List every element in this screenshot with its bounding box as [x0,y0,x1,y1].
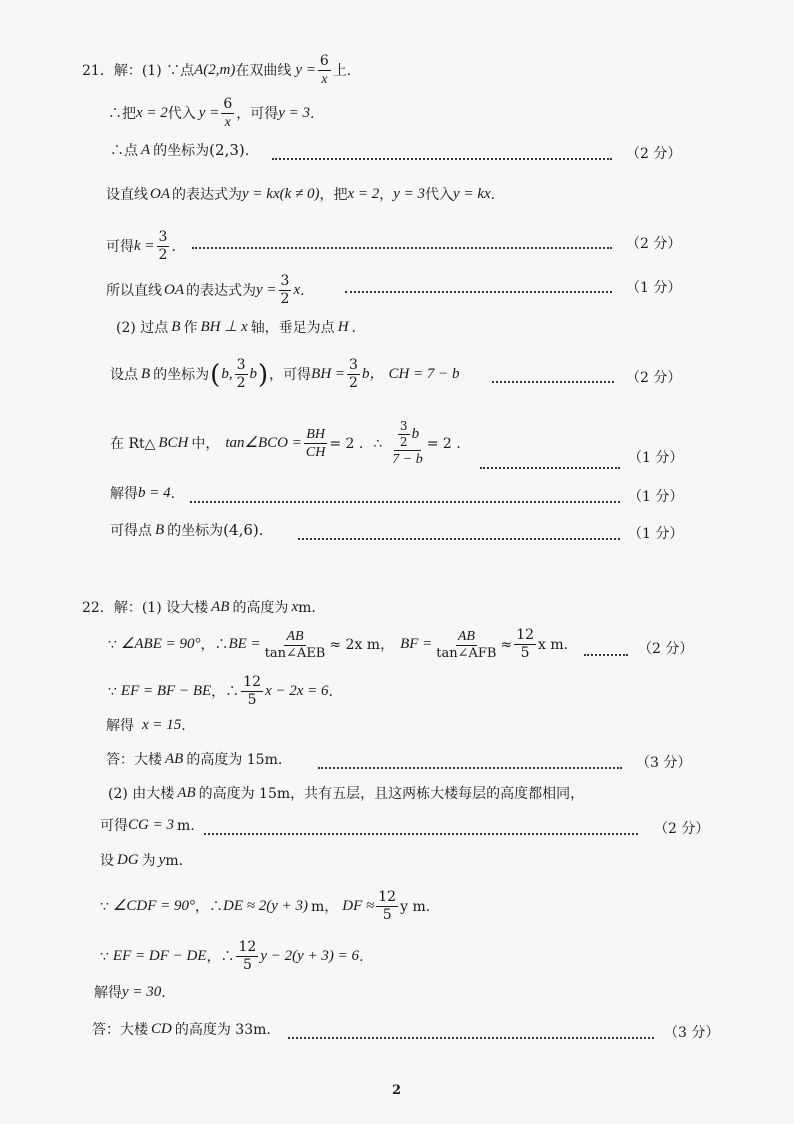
q22-line-10 [100,940,363,974]
fraction-ab-over-tan-aeb: $\frac{AB}{\text{tan∠AEB}}$ [264,628,326,661]
score-label: （1 分） [628,526,684,542]
q22-l7-text: 可得 [100,817,128,834]
q21-l2-y: y = 3 [278,105,311,122]
q21-l9-bch: BCH [158,435,189,452]
score-label: （2 分） [626,370,682,386]
point-a-expr: A(2,m) [194,62,236,79]
leader-dots [318,753,622,769]
q22-l10-therefore: ，∴ [206,948,235,965]
q21-l10-text: 解得 [110,485,138,502]
q22-l8-unit: m. [165,852,184,869]
page-number: 2 [392,1083,402,1098]
q21-l11-text: 可得点 [110,522,152,539]
q21-l7-text2: 作 [183,319,198,336]
q21-l2-text: ∴把 [108,105,136,122]
q21-l9-tan: tan∠BCO = [225,435,302,452]
q22-l12-cd: CD [151,1021,172,1037]
fraction-12-over-5: $\frac{12}{5}$ [516,627,535,662]
fraction-3-over-2-inner: $\frac{3}{2}$ [399,419,408,450]
q21-l7-b: B [171,319,181,335]
q21-l10-end: . [170,485,176,502]
q22-l1-unit: m. [298,599,316,616]
q22-l7-cg: CG = 3 [128,817,174,833]
q21-l1-eq: y = [295,62,316,79]
q22-l2-angle: ∠ABE = 90° [120,636,201,653]
q21-l8-text3: ，可得 [269,366,312,383]
q21-l4-text: 设直线 [106,186,148,203]
q22-l2-xm: x m. [538,636,569,653]
because-symbol: ∵ [100,948,109,965]
q21-l2-end: . [310,105,315,122]
q21-l2-eq: y = [198,105,220,122]
q22-l10-end: . [358,948,364,965]
q21-l6-x: x [293,282,301,299]
leader-dots [345,277,612,293]
q22-l11-y30: y = 30 [122,984,162,1000]
q22-l6-text2: 的高度为 15m，共有五层，且这两栋大楼每层的高度都相同， [198,785,585,802]
q22-l3-therefore: ，∴ [211,683,240,700]
q22-line-11 [94,985,166,1000]
compound-fraction: $\frac{3}{2}$ b 7 − b [392,419,423,468]
q21-l3-text2: 的坐标为 [153,142,210,159]
q21-line-3 [110,143,249,158]
leader-dots [480,453,620,469]
q21-l5-k: k = [134,238,155,255]
q21-l2-x: x = 2 [136,105,168,122]
q22-l7-unit: m. [176,817,195,834]
q21-l6-text2: 的表达式为 [186,282,256,299]
therefore-symbol: ∴ [373,435,383,452]
coord-2-3: (2,3) [209,141,245,159]
q22-line-4 [106,718,186,733]
q21-l4-end: . [490,186,496,203]
q22-l9-df: DF ≈ [342,898,375,915]
q22-l1-text2: 的高度为 [232,599,289,616]
q21-l1-end: 上. [332,62,352,79]
q21-l11-end: . [258,522,264,539]
q22-l10-eq: y − 2(y + 3) = 6 [260,948,359,965]
q22-l1-text: 解：(1) 设大楼 [113,599,209,616]
q22-line-5 [106,752,282,767]
leader-dots [288,1023,654,1039]
q21-l8-bcoord: b, [221,366,233,383]
q21-l8-text: 设点 [110,366,138,383]
q21-l6-text: 所以直线 [106,282,162,299]
leader-dots [298,524,620,540]
q22-l6-text: (2) 由大楼 [108,785,175,802]
because-symbol: ∵ [108,636,117,653]
q21-line-9 [110,420,461,468]
q21-line-1 [82,54,351,88]
q22-line-12 [92,1022,271,1037]
q22-l2-therefore: ，∴ [200,636,229,653]
q22-l2-approx: ≈ 2x m， [329,636,395,653]
q22-line-8 [100,853,183,868]
q21-l4-text2: 的表达式为 [172,186,242,203]
q22-l4-x15: x = 15 [142,717,182,733]
q21-line-5 [106,230,176,264]
score-label: （2 分） [626,146,682,162]
score-label: （1 分） [628,489,684,505]
score-label: （3 分） [664,1025,720,1041]
q21-line-4 [106,187,495,202]
q21-l11-text2: 的坐标为 [167,522,224,539]
q21-l9-eq3: = 2 . [426,435,461,452]
q22-l8-dg: DG [117,852,139,868]
q22-l6-ab: AB [177,785,196,801]
q22-l3-end: . [328,683,333,700]
q21-l3-text: ∴点 [110,142,138,159]
q21-l11-b: B [155,522,165,538]
q22-l12-text2: 的高度为 33m. [174,1021,271,1038]
q21-line-8 [110,358,460,392]
q21-l4-expr: y = kx(k ≠ 0) [242,186,320,202]
q21-l8-ch: CH = 7 − b [388,366,460,383]
q21-l4-comma: ， [379,186,394,203]
because-symbol: ∵ [108,683,117,700]
q22-l2-bf: BF = [400,636,433,653]
because-symbol: ∵ [100,898,109,915]
q21-line-2 [108,97,314,131]
q22-l1-x: x [291,599,299,615]
q21-l4-text4: 代入 [425,186,454,203]
fraction-3-over-2: $\frac{3}{2}$ [280,273,290,308]
leader-dots [204,819,638,835]
q21-l7-perp: BH ⊥ x [200,319,248,335]
fraction-bh-over-ch: $\frac{BH}{CH}$ [305,426,326,461]
q21-l6-eq: y = [256,282,277,299]
q22-l5-text2: 的高度为 15m. [186,751,283,768]
q21-line-7 [116,320,356,335]
q22-l9-therefore: ，∴ [195,898,223,915]
fraction-3-over-2: $\frac{3}{2}$ [236,357,246,392]
q22-l11-text: 解得 [94,984,122,1001]
q21-l9-text: 在 Rt△ [110,435,156,452]
q22-l1-ab: AB [211,599,230,615]
q21-l5-text: 可得 [106,238,134,255]
q21-l4-oa: OA [150,186,170,202]
q22-l9-de: DE ≈ 2(y + 3) [223,898,308,915]
q22-l8-text: 设 [100,852,114,869]
q21-l4-text3: ，把 [319,186,348,203]
score-label: （3 分） [636,755,692,771]
leader-dots [192,233,612,249]
q22-line-6 [108,786,584,801]
leader-dots [190,487,620,503]
fraction-12-over-5: $\frac{12}{5}$ [243,674,261,709]
approx-symbol: ≈ [500,636,513,653]
leader-dots [584,640,628,656]
q22-l5-text: 答：大楼 [106,751,162,768]
q22-l4-text: 解得 [106,717,134,734]
q21-l4-y: y = 3 [393,186,426,202]
q22-line-2 [108,628,568,662]
q22-l8-text2: 为 [141,852,156,869]
fraction-ab-over-tan-afb: $\frac{AB}{\text{tan∠AFB}}$ [436,628,497,661]
q21-l10-b4: b = 4 [138,485,171,501]
q22-line-9 [100,890,430,924]
q21-l4-x: x = 2 [347,186,380,202]
score-label: （1 分） [626,280,682,296]
q21-l3-a: A [141,142,151,158]
q21-l7-end: . [351,319,356,336]
q21-l7-h: H [337,319,349,335]
q22-l4-end: . [181,717,186,734]
q22-l3-eq: x − 2x = 6 [264,683,329,700]
score-label: （1 分） [628,450,684,466]
q22-l12-text: 答：大楼 [92,1021,148,1038]
leader-dots [272,144,612,160]
q22-l2-be: BE = [228,636,261,653]
q21-l9-text2: 中， [191,435,220,452]
q21-l1-text: 解：(1) ∵点 [113,62,195,79]
q22-line-1 [82,600,316,615]
right-paren: ) [258,359,269,390]
q22-l3-ef: EF = BF − BE [120,683,212,700]
q21-l8-bh: BH = [311,366,346,383]
q21-line-10 [110,486,175,501]
q22-l5-ab: AB [165,751,184,767]
q21-l4-ykx: y = kx [453,186,491,202]
q21-l6-oa: OA [164,282,184,299]
q22-line-3 [108,675,333,709]
fraction-6-over-x-2: $\frac{6}{x}$ [223,96,233,131]
q21-l8-b2: b [249,366,257,383]
fraction-3-over-2: $\frac{3}{2}$ [349,357,358,392]
q21-l7-text: (2) 过点 [116,319,169,336]
q22-l8-y: y [158,852,166,868]
q22-l9-ym: y m. [400,898,431,915]
q21-l2-text2: 代入 [167,105,196,122]
q21-l9-eq2: = 2 . [329,435,364,452]
q21-line-11 [110,523,263,538]
q21-l1-text2: 在双曲线 [235,62,292,79]
q21-l7-text3: 轴，垂足为点 [250,319,335,336]
q22-l9-angle: ∠CDF = 90° [112,898,195,915]
score-label: （2 分） [654,821,710,837]
q21-l8-b: B [141,366,151,383]
score-label: （2 分） [626,236,682,252]
fraction-6-over-x: $\frac{6}{x}$ [319,53,329,88]
fraction-12-over-5: $\frac{12}{5}$ [238,939,257,974]
fraction-3-over-2: $\frac{3}{2}$ [158,229,168,264]
q21-l5-end: . [171,238,176,255]
q22-l10-ef: EF = DF − DE [112,948,207,965]
q22-number: 22． [82,599,114,616]
q21-l6-end: . [300,282,305,299]
q21-l3-end: . [244,142,250,159]
q22-l11-end: . [161,984,166,1001]
q21-line-6 [106,274,305,308]
score-label: （2 分） [638,641,694,657]
q21-number: 21． [82,62,114,79]
left-paren: ( [210,359,221,390]
fraction-12-over-5: $\frac{12}{5}$ [378,889,397,924]
q21-l8-b3: b， [361,366,385,383]
q22-l9-unit: m， [311,898,339,915]
q21-l2-text3: ，可得 [236,105,279,122]
q22-line-7 [100,818,195,833]
compound-b: b [411,426,420,443]
leader-dots [492,367,614,383]
coord-4-6: (4,6) [223,521,259,539]
q21-l8-text2: 的坐标为 [153,366,210,383]
